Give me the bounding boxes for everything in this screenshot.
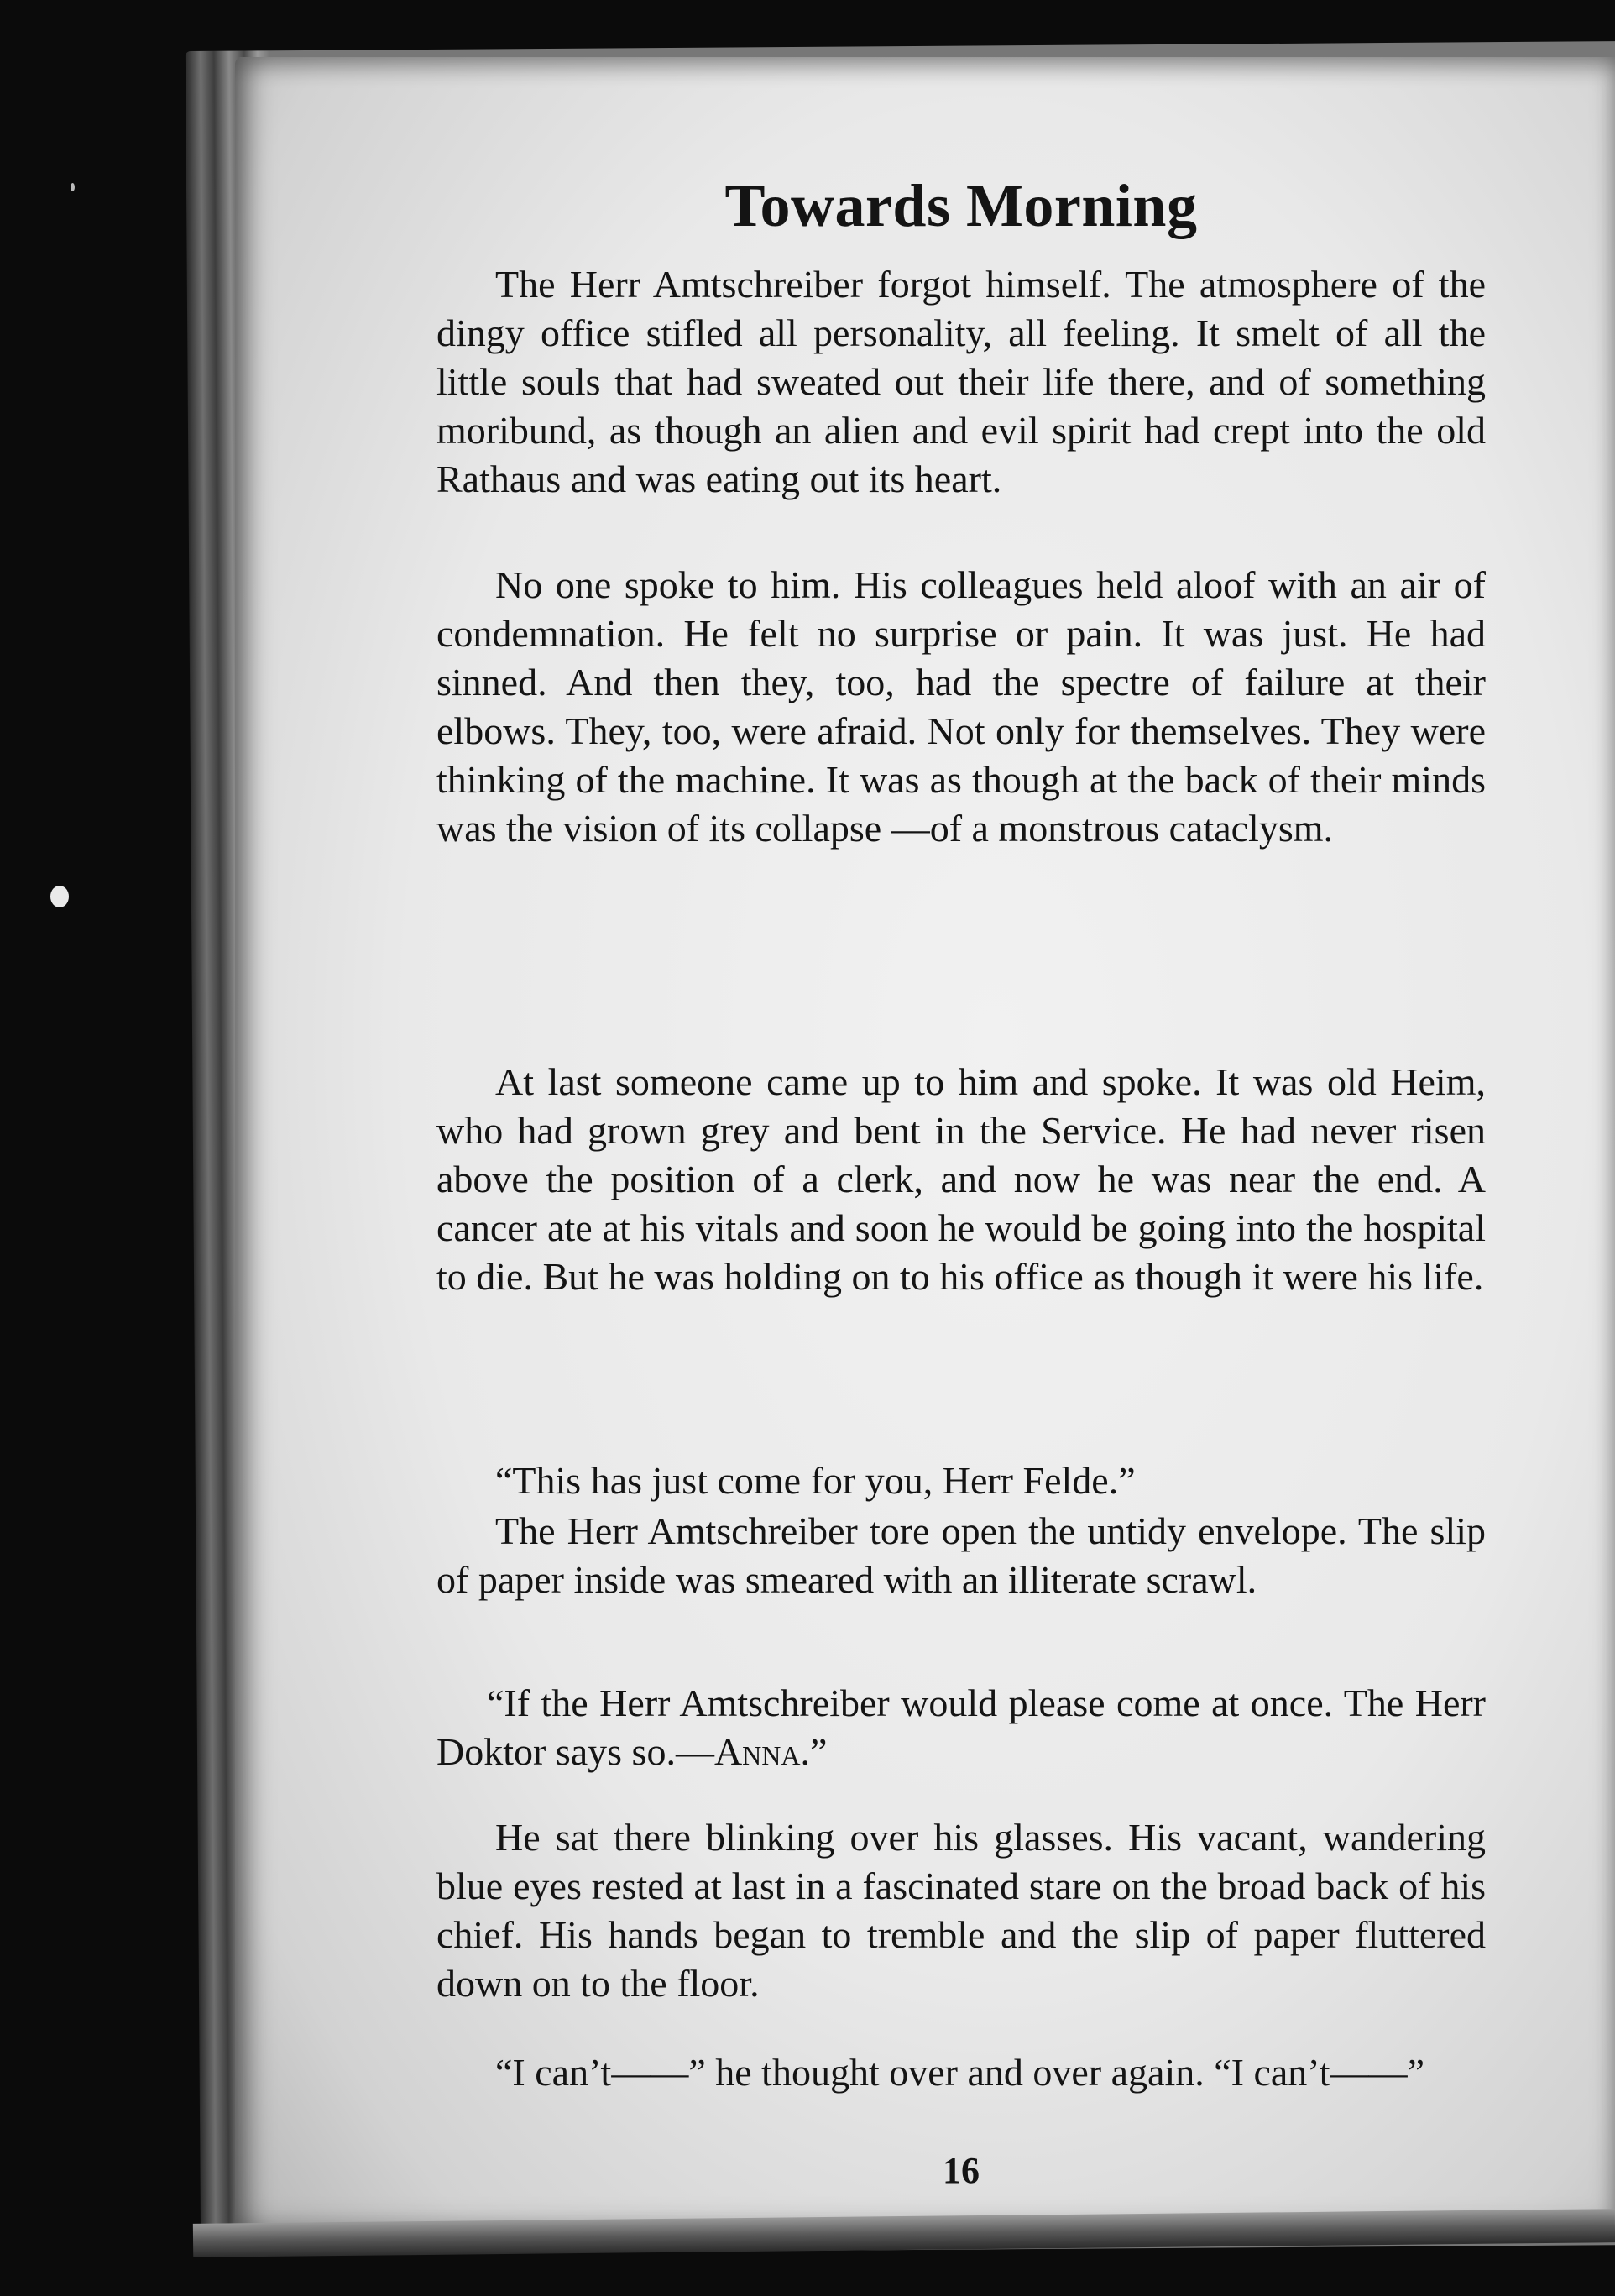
dialogue-line: “This has just come for you, Herr Felde.” [495,1459,1136,1502]
paragraph: He sat there blinking over his glasses. His vacant, wandering blue eyes rested at last in a fascinated stare on the broad back of his chief. His hands began to tremble and the slip of paper fluttered down on to the floor. [436,1816,1486,2005]
note-closing: .” [800,1730,828,1773]
note-text: “If the Herr Amtschreiber would please come at once. The Herr Doktor says so.— [436,1681,1486,1773]
paragraph: At last someone came up to him and spoke. It was old Heim, who had grown grey and bent in the Service. He had never risen above the position of a clerk, and now he was near the end. A cancer ate at his vitals and soon he would be going into the hospital to die. But he was holding on to his office as though it were his life. [436,1060,1486,1298]
dust-speck [71,183,75,191]
dialogue-line: “I can’t——” he thought over and over again. “I can’t——” [495,2051,1424,2094]
note-signature: Anna [713,1730,801,1773]
page-number: 16 [943,2150,980,2191]
paragraph: The Herr Amtschreiber forgot himself. The atmosphere of the dingy office stifled all personality, all feeling. It smelt of all the little souls that had sweated out their life there, and of something moribund, as though an alien and evil spirit had crept into the old Rathaus and was eating out its heart. [436,263,1486,500]
paragraph: No one spoke to him. His colleagues held aloof with an air of condemnation. He felt no surprise or pain. It was just. He had sinned. And then they, too, had the spectre of failure at their elbows. They, too, were afraid. Not only for themselves. They were thinking of the machine. It was as though at the back of their minds was the vision of its collapse —of a monstrous cataclysm. [436,563,1486,850]
quoted-note [436,1679,1486,1776]
chapter-title: Towards Morning [724,172,1198,239]
dust-speck [50,886,69,907]
paragraph: The Herr Amtschreiber tore open the untidy envelope. The slip of paper inside was smeared with an illiterate scrawl. [436,1509,1486,1601]
